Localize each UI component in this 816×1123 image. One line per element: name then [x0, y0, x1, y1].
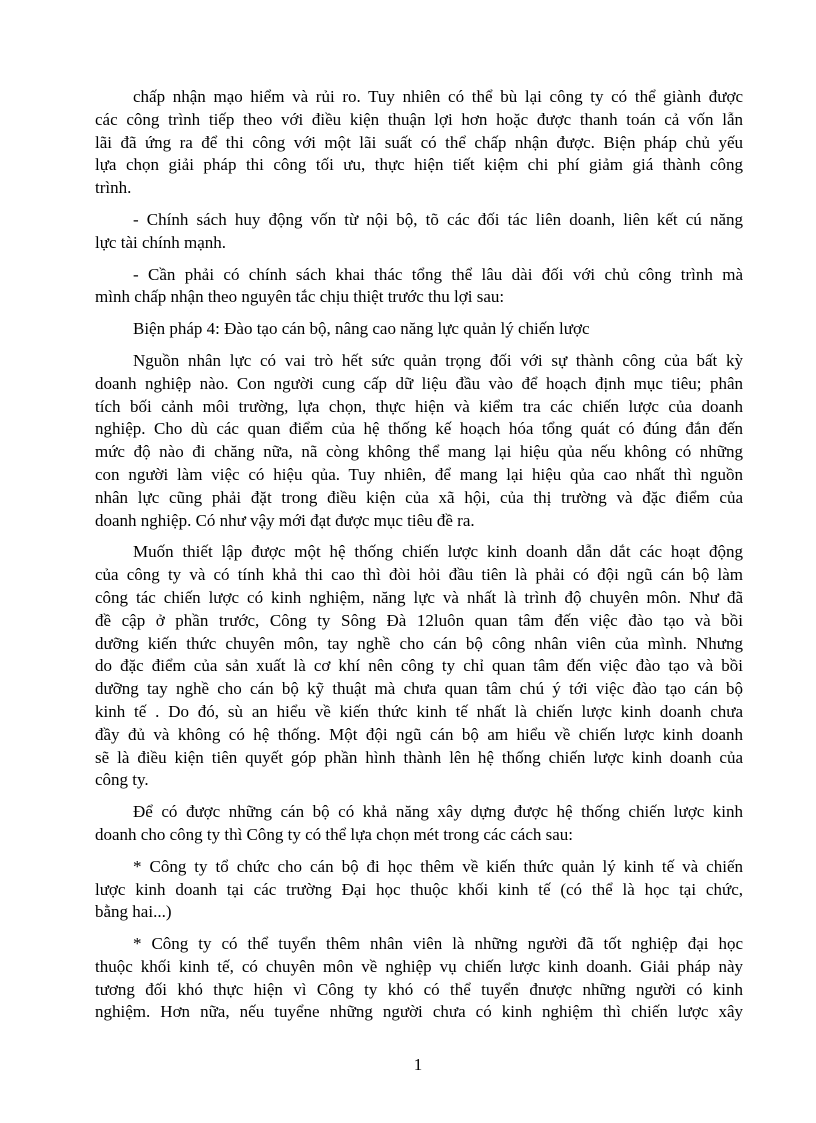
paragraph — [95, 801, 743, 847]
text-line: - Cần phải có chính sách khai thác tổng thể lâu dài đối với chủ công trình mà — [133, 264, 743, 284]
text-line: công tác chiến lược có kinh nghiệm, năng lực và nhất là trình độ chuyên môn. Như đã — [95, 587, 743, 607]
text-line: Để có được những cán bộ có khả năng xây dựng được hệ thống chiến lược kinh — [133, 802, 743, 822]
text-line: đề cập ở phần trước, Công ty Sông Đà 12luôn quan tâm đến việc đào tạo và bồi — [95, 610, 743, 630]
paragraph — [95, 318, 743, 341]
text-line: Muốn thiết lập được một hệ thống chiến lược kinh doanh dẫn dắt các hoạt động — [133, 542, 743, 562]
text-line: con người làm việc có hiệu qủa. Tuy nhiên, để mang lại hiệu qủa cao nhất thì nguồn — [95, 464, 743, 484]
document-page — [95, 86, 743, 1033]
text-line: Biện pháp 4: Đào tạo cán bộ, nâng cao năng lực quản lý chiến lược — [133, 319, 590, 339]
text-line: kinh tế . Do đó, sù an hiểu về kiến thức kinh tế nhất là chiến lược kinh doanh chưa — [95, 701, 743, 721]
text-line: lãi đã ứng ra để thi công với một lãi suất có thể chấp nhận được. Biện pháp chủ yếu — [95, 132, 743, 152]
text-line: dưỡng tay nghề cho cán bộ kỹ thuật mà chưa quan tâm chú ý tới việc đào tạo cán bộ — [95, 679, 743, 699]
text-line: doanh nghiệp. Có như vậy mới đạt được mục tiêu đề ra. — [95, 510, 475, 530]
text-line: doanh cho công ty thì Công ty có thể lựa chọn mét trong các cách sau: — [95, 824, 573, 844]
text-line: đầy đủ và không có hệ thống. Một đội ngũ cán bộ am hiểu về chiến lược kinh doanh — [95, 724, 743, 744]
text-line: trình. — [95, 178, 132, 198]
text-line: nghiệm. Hơn nữa, nếu tuyểne những người chưa có kinh nghiệm thì chiến lược xây — [95, 1002, 743, 1022]
text-line: thuộc khối kinh tế, có chuyên môn về nghiệp vụ chiến lược kinh doanh. Giải pháp này — [95, 956, 743, 976]
paragraph — [95, 86, 743, 200]
text-line: lược kinh doanh tại các trường Đại học thuộc khối kinh tế (có thể là học tại chức, — [95, 879, 743, 899]
text-line: dưỡng kiến thức chuyên môn, tay nghề cho cán bộ công nhân viên của mình. Nhưng — [95, 633, 743, 653]
text-line: các công trình tiếp theo với điều kiện thuận lợi hơn hoặc được thanh toán cả vốn lẫn — [95, 109, 743, 129]
paragraph — [95, 209, 743, 255]
text-line: * Công ty tổ chức cho cán bộ đi học thêm về kiến thức quản lý kinh tế và chiến — [133, 856, 743, 876]
text-line: lựa chọn giải pháp thi công tối ưu, thực hiện tiết kiệm chi phí giảm giá thành công — [95, 155, 743, 175]
paragraph — [95, 541, 743, 792]
text-line: mức độ nào đi chăng nữa, nã còng không thể mang lại hiệu qủa nếu không có những — [95, 442, 743, 462]
text-line: doanh nghiệp nào. Con người cung cấp dữ liệu đầu vào để hoạch định mục tiêu; phân — [95, 373, 743, 393]
paragraph — [95, 933, 743, 1024]
text-line: tương đối khó thực hiện vì Công ty khó có thể tuyển đnược những người có kinh — [95, 979, 743, 999]
text-line: của công ty và có tính khả thi cao thì đòi hỏi đầu tiên là phải có đội ngũ cán bộ làm — [95, 565, 743, 585]
paragraph — [95, 856, 743, 924]
text-line: mình chấp nhận theo nguyên tắc chịu thiệt trước thu lợi sau: — [95, 287, 505, 307]
paragraph — [95, 350, 743, 532]
text-line: chấp nhận mạo hiểm và rủi ro. Tuy nhiên có thể bù lại công ty có thể giành được — [133, 87, 743, 106]
text-line: lực tài chính mạnh. — [95, 232, 227, 252]
text-line: sẽ là điều kiện tiên quyết góp phần hình thành lên hệ thống chiến lược kinh doanh của — [95, 747, 743, 767]
text-line: nhân lực cũng phải đặt trong điều kiện của xã hội, của thị trường và đặc điểm của — [95, 487, 743, 507]
text-line: - Chính sách huy động vốn từ nội bộ, tõ các đối tác liên doanh, liên kết cú năng — [133, 209, 743, 229]
page-number: 1 — [413, 1055, 423, 1074]
text-line: nghiệp. Cho dù các quan điểm của hệ thống kế hoạch hóa tổng quát có đúng đắn đến — [95, 419, 743, 439]
text-line: tích bối cảnh môi trường, lựa chọn, thực hiện và kiểm tra các chiến lược của doanh — [95, 396, 743, 416]
paragraph — [95, 264, 743, 310]
text-line: do đặc điểm của sản xuất là cơ khí nên công ty chỉ quan tâm đến việc đào tạo và bồi — [95, 656, 743, 676]
text-line: * Công ty có thể tuyển thêm nhân viên là những người đã tốt nghiệp đại học — [133, 934, 743, 954]
text-line: công ty. — [95, 770, 149, 790]
text-line: bằng hai...) — [95, 902, 172, 922]
text-line: Nguồn nhân lực có vai trò hết sức quản trọng đối với sự thành công của bất kỳ — [133, 350, 743, 370]
